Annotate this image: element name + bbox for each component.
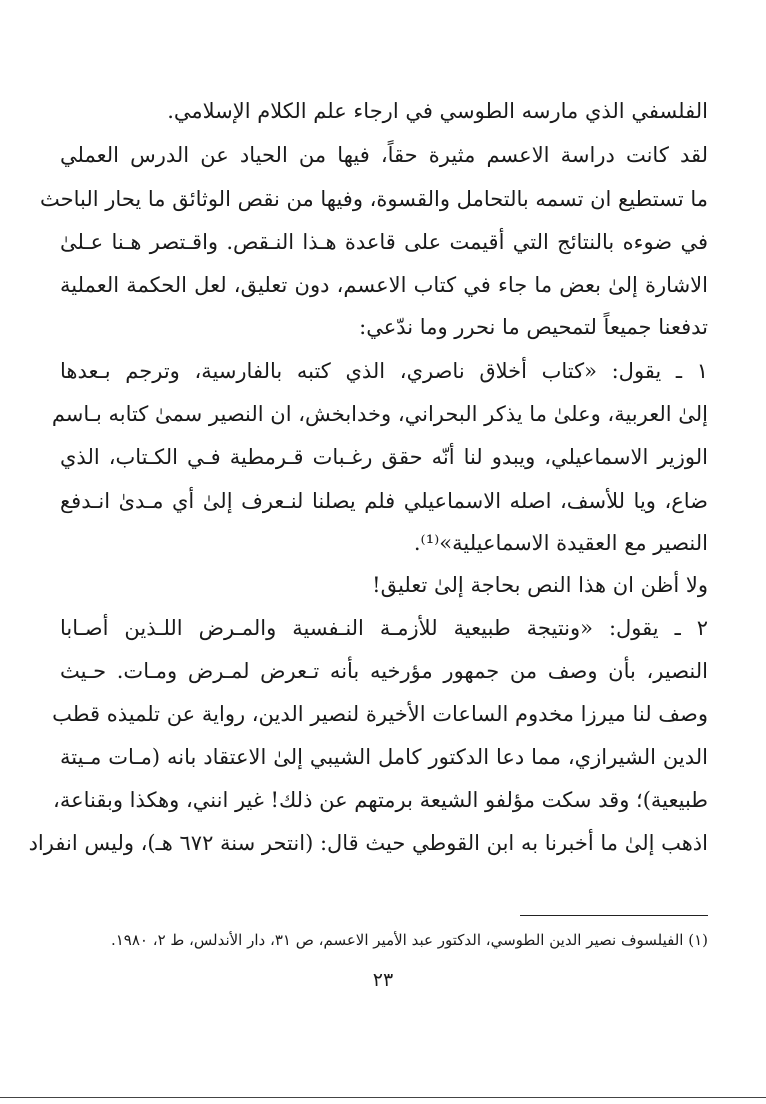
text-line: لقد كانت دراسة الاعسم مثيرة حقاً، فيها من الحياد عن الدرس العملي <box>60 143 708 167</box>
text-line: ١ ـ يقول: «كتاب أخلاق ناصري، الذي كتبه بالفارسية، وترجم بـعدها <box>60 359 708 383</box>
text-line: النصير، بأن وصف من جمهور مؤرخيه بأنه تـعرض لمـرض ومـات. حـيث <box>60 659 708 683</box>
text-line: إلىٰ العربية، وعلىٰ ما يذكر البحراني، وخدابخش، ان النصير سمىٰ كتابه بـاسم <box>51 402 708 426</box>
text-line: الاشارة إلىٰ بعض ما جاء في كتاب الاعسم، دون تعليق، لعل الحكمة العملية <box>60 273 708 297</box>
text-line: الدين الشيرازي، مما دعا الدكتور كامل الشيبي إلىٰ الاعتقاد بانه (مـات مـيتة <box>60 745 708 769</box>
text-line: وصف لنا ميرزا مخدوم الساعات الأخيرة لنصير الدين، رواية عن تلميذه قطب <box>52 702 708 726</box>
text-line: ضاع، ويا للأسف، اصله الاسماعيلي فلم يصلنا لنـعرف إلىٰ أي مـدىٰ انـدفع <box>60 489 708 513</box>
text-line: النصير مع العقيدة الاسماعيلية»⁽¹⁾. <box>413 531 708 555</box>
text-line: اذهب إلىٰ ما أخبرنا به ابن القوطي حيث قال: (انتحر سنة ٦٧٢ هـ)، وليس انفراد <box>28 831 708 855</box>
text-line: الفلسفي الذي مارسه الطوسي في ارجاء علم الكلام الإسلامي. <box>167 99 708 123</box>
text-line: ولا أظن ان هذا النص بحاجة إلىٰ تعليق! <box>372 573 708 597</box>
page-edge-line <box>0 1097 766 1098</box>
text-line: في ضوءه بالنتائج التي أقيمت على قاعدة هـذا النـقص. واقـتصر هـنا عـلىٰ <box>60 230 708 254</box>
text-line: ٢ ـ يقول: «ونتيجة طبيعية للأزمـة النـفسية والمـرض اللـذين أصـابا <box>60 616 708 640</box>
text-line: طبيعية)؛ وقد سكت مؤلفو الشيعة برمتهم عن ذلك! غير انني، وهكذا وبقناعة، <box>53 788 708 812</box>
text-line: الوزير الاسماعيلي، ويبدو لنا أنّه حقق رغـبات قـرمطية فـي الكـتاب، الذي <box>60 445 708 469</box>
text-line: تدفعنا جميعاً لتمحيص ما نحرر وما ندّعي: <box>359 315 708 339</box>
footnote: (١) الفيلسوف نصير الدين الطوسي، الدكتور عبد الأمير الاعسم، ص ٣١، دار الأندلس، ط ٢، ١٩٨٠. <box>110 931 708 949</box>
footnote-separator <box>520 915 708 916</box>
text-line: ما تستطيع ان تسمه بالتحامل والقسوة، وفيها من نقص الوثائق ما يحار الباحث <box>40 187 708 211</box>
page-number: ٢٣ <box>372 969 394 991</box>
